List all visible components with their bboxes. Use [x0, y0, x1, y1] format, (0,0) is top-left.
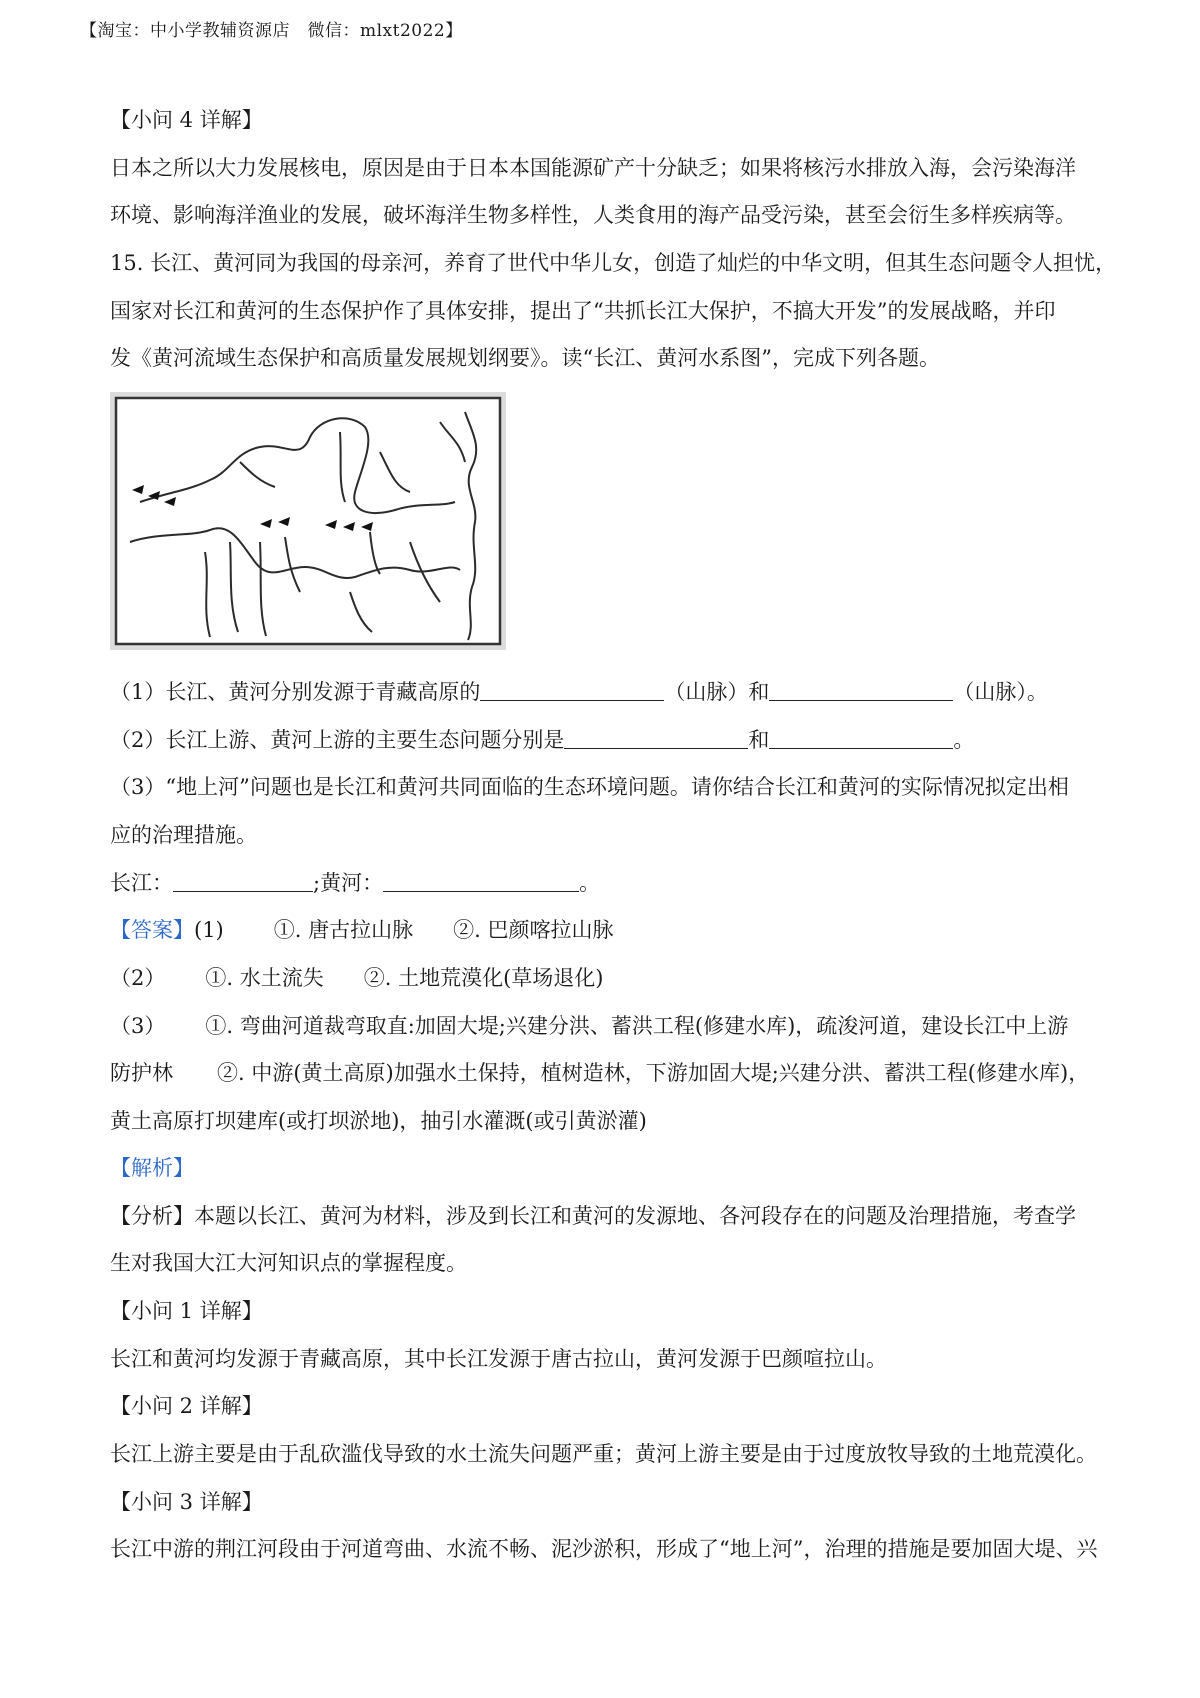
answer-1-option-1: ①. 唐古拉山脉 [273, 918, 414, 942]
river-map-drawing [110, 392, 506, 650]
answer-line-2 [110, 962, 603, 992]
sub4-line-2: 环境、影响海洋渔业的发展，破坏海洋生物多样性，人类食用的海产品受污染，甚至会衍生多样疾病等。 [110, 203, 1076, 227]
page-header: 【淘宝：中小学教辅资源店 微信：mlxt2022】 [80, 21, 463, 41]
q15-sub2-text-c: 。 [953, 728, 975, 752]
answer-line-4 [110, 1057, 1089, 1087]
detail-2-line-1: 长江上游主要是由于乱砍滥伐导致的水土流失问题严重；黄河上游主要是由于过度放牧导致的土地荒漠化。 [110, 1442, 1097, 1466]
answer-2-option-2: ②. 土地荒漠化(草场退化) [363, 966, 604, 990]
q15-sub1 [110, 676, 1048, 706]
q15-sub3-cj-label: 长江： [110, 871, 173, 895]
detail-3-title: 【小问 3 详解】 [110, 1490, 263, 1514]
answer-line-5: 黄土高原打坝建库(或打坝淤地)，抽引水灌溉(或引黄淤灌) [110, 1109, 647, 1133]
q15-sub2-blank-2[interactable] [769, 730, 953, 749]
answer-line-1 [110, 914, 613, 944]
answer-3-text-2b: ②. 中游(黄土高原)加强水土保持，植树造林，下游加固大堤;兴建分洪、蓄洪工程(修建水库)， [217, 1061, 1090, 1085]
q15-sub3-end: 。 [579, 871, 601, 895]
q15-sub1-blank-1[interactable] [480, 682, 664, 701]
q15-sub1-text-b: （山脉）和 [664, 680, 770, 704]
sub4-line-1: 日本之所以大力发展核电，原因是由于日本本国能源矿产十分缺乏；如果将核污水排放入海，会污染海洋 [110, 156, 1076, 180]
answer-1-option-2: ②. 巴颜喀拉山脉 [453, 918, 614, 942]
q15-sub1-text-c: （山脉）。 [953, 680, 1048, 704]
q15-sub2 [110, 724, 974, 754]
detail-3-line-1: 长江中游的荆江河段由于河道弯曲、水流不畅、泥沙淤积，形成了“地上河”，治理的措施是要加固大堤、兴 [110, 1537, 1098, 1561]
analysis-label: 【解析】 [110, 1156, 194, 1180]
q15-sub3-blank-hh[interactable] [383, 873, 579, 892]
q15-sub3-answer-line [110, 867, 600, 897]
q15-stem-line-3: 发《黄河流域生态保护和高质量发展规划纲要》。读“长江、黄河水系图”，完成下列各题。 [110, 346, 940, 370]
detail-1-title: 【小问 1 详解】 [110, 1299, 263, 1323]
q15-sub2-text-b: 和 [748, 728, 770, 752]
q15-sub3-blank-cj[interactable] [173, 873, 313, 892]
q15-sub1-text-a: （1）长江、黄河分别发源于青藏高原的 [110, 680, 481, 704]
analysis-line-1: 【分析】本题以长江、黄河为材料，涉及到长江和黄河的发源地、各河段存在的问题及治理措施，考查学 [110, 1204, 1076, 1228]
answer-3-text-1: ①. 弯曲河道裁弯取直:加固大堤;兴建分洪、蓄洪工程(修建水库)，疏浚河道，建设长江中上游 [205, 1014, 1069, 1038]
river-system-map [110, 392, 506, 650]
answer-2-num: （2） [110, 966, 166, 990]
answer-3-text-2a: 防护林 [110, 1061, 173, 1085]
sub4-title: 【小问 4 详解】 [110, 108, 263, 132]
q15-sub2-text-a: （2）长江上游、黄河上游的主要生态问题分别是 [110, 728, 565, 752]
q15-sub2-blank-1[interactable] [564, 730, 748, 749]
detail-1-line-1: 长江和黄河均发源于青藏高原，其中长江发源于唐古拉山，黄河发源于巴颜喧拉山。 [110, 1347, 887, 1371]
q15-stem-line-1: 15. 长江、黄河同为我国的母亲河，养育了世代中华儿女，创造了灿烂的中华文明，但其生态问题令人担忧， [110, 251, 1117, 275]
q15-sub3-hh-label: ;黄河： [313, 871, 384, 895]
q15-sub1-blank-2[interactable] [769, 682, 953, 701]
q15-stem-line-2: 国家对长江和黄河的生态保护作了具体安排，提出了“共抓长江大保护，不搞大开发”的发展战略，并印 [110, 299, 1056, 323]
answer-3-num: （3） [110, 1014, 166, 1038]
answer-1-num: (1) [194, 918, 224, 942]
q15-sub3-line-1: （3）“地上河”问题也是长江和黄河共同面临的生态环境问题。请你结合长江和黄河的实际情况拟定出相 [110, 775, 1069, 799]
answer-label: 【答案】 [110, 918, 194, 942]
analysis-line-2: 生对我国大江大河知识点的掌握程度。 [110, 1251, 467, 1275]
detail-2-title: 【小问 2 详解】 [110, 1394, 263, 1418]
answer-line-3 [110, 1010, 1068, 1040]
q15-sub3-line-2: 应的治理措施。 [110, 823, 257, 847]
answer-2-option-1: ①. 水土流失 [205, 966, 324, 990]
